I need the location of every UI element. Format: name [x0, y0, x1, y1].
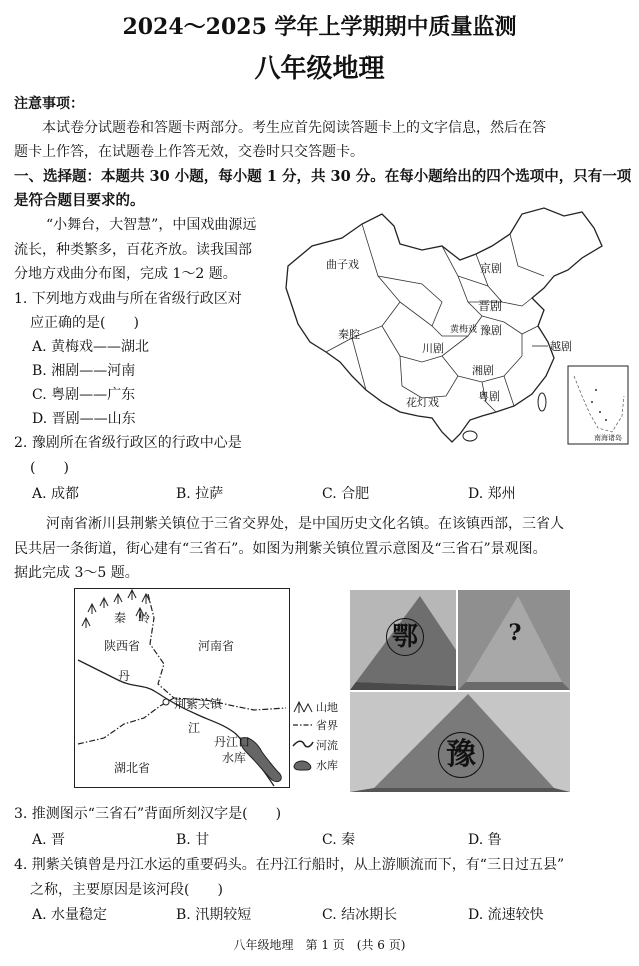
q2-option-a[interactable]: A. 成都: [32, 486, 80, 502]
label-qinqiang: 秦腔: [338, 328, 360, 341]
reservoir-legend-icon: [292, 758, 314, 772]
stone-char-e: 鄂: [386, 618, 424, 656]
q2-stem: 2. 豫剧所在省级行政区的行政中心是: [14, 435, 242, 451]
river-legend-icon: [292, 738, 314, 750]
label-huadengxi: 花灯戏: [406, 396, 439, 409]
label-henan: 河南省: [198, 639, 235, 653]
nanhai-label: 南海诸岛: [594, 434, 622, 442]
legend-reservoir: 水库: [316, 759, 338, 772]
label-chuanju: 川剧: [422, 342, 444, 355]
notice-heading: 注意事项：: [14, 96, 84, 112]
border-legend-icon: [292, 720, 314, 730]
intro2-line-3: 据此完成 3～5 题。: [14, 565, 139, 581]
label-hubei: 湖北省: [114, 761, 151, 775]
label-quzixi: 曲子戏: [326, 258, 359, 271]
section-heading-1: 一、选择题：本题共 30 小题，每小题 1 分，共 30 分。在每小题给出的四个选项中，只有一项: [14, 168, 632, 185]
q4-option-c[interactable]: C. 结冰期长: [322, 907, 398, 923]
label-huangmeixi: 黄梅戏: [450, 325, 478, 335]
label-jiang: 江: [188, 721, 201, 735]
label-reservoir-2: 水库: [222, 751, 247, 765]
label-qinling: 秦 岭: [114, 611, 151, 625]
intro1-line-1: “小舞台，大智慧”，中国戏曲源远: [46, 217, 257, 233]
intro1-line-2: 流长，种类繁多，百花齐放。读我国部: [14, 242, 252, 258]
section-heading-2: 是符合题目要求的。: [14, 192, 145, 209]
page-footer: 八年级地理 第 1 页 (共 6 页): [233, 938, 406, 952]
q3-option-b[interactable]: B. 甘: [176, 832, 210, 848]
exam-title: 2024～2025 学年上学期期中质量监测: [122, 14, 517, 40]
notice-line-1: 本试卷分试题卷和答题卡两部分。考生应首先阅读答题卡上的文字信息，然后在答: [42, 120, 546, 136]
q4-stem-1: 4. 荆紫关镇曾是丹江水运的重要码头。在丹江行船时，从上游顺流而下，有“三日过五县”: [14, 857, 565, 873]
q2-blank: ( ): [30, 460, 69, 476]
q1-option-a[interactable]: A. 黄梅戏——湖北: [32, 339, 150, 355]
intro2-line-2: 民共居一条街道，街心建有“三省石”。如图为荆紫关镇位置示意图及“三省石”景观图。: [14, 541, 547, 557]
subject-title: 八年级地理: [254, 54, 385, 84]
q2-option-d[interactable]: D. 郑州: [468, 486, 516, 502]
q1-option-d[interactable]: D. 晋剧——山东: [32, 411, 136, 427]
label-jingju: 京剧: [480, 262, 502, 275]
q4-option-d[interactable]: D. 流速较快: [468, 907, 544, 923]
intro2-line-1: 河南省淅川县荆紫关镇位于三省交界处，是中国历史文化名镇。在该镇西部，三省人: [46, 516, 564, 532]
label-yueju-zhejiang: 越剧: [550, 340, 572, 353]
stone-char-unknown: ?: [508, 620, 522, 646]
notice-line-2: 题卡上作答，在试题卷上作答无效，交卷时只交答题卡。: [14, 144, 364, 160]
legend-river: 河流: [316, 739, 338, 752]
q4-option-b[interactable]: B. 汛期较短: [176, 907, 252, 923]
china-opera-map: [282, 206, 632, 448]
stone-photo-yu: [350, 692, 570, 792]
label-shaanxi: 陕西省: [104, 639, 141, 653]
label-yuju: 豫剧: [480, 324, 502, 337]
q1-option-b[interactable]: B. 湘剧——河南: [32, 363, 136, 379]
label-jinju: 晋剧: [478, 299, 503, 313]
legend-mountain: 山地: [316, 701, 338, 714]
stone-photo-e: [350, 590, 456, 690]
q2-option-b[interactable]: B. 拉萨: [176, 486, 224, 502]
q3-option-a[interactable]: A. 晋: [32, 832, 66, 848]
stone-char-yu: 豫: [438, 732, 484, 778]
q1-stem-2: 应正确的是( ): [30, 315, 139, 331]
label-yueju-guangdong: 粤剧: [478, 390, 500, 403]
map-legend: [292, 696, 352, 792]
label-xiangju: 湘剧: [472, 364, 494, 377]
mountain-legend-icon: [292, 698, 314, 714]
intro1-line-3: 分地方戏曲分布图，完成 1～2 题。: [14, 266, 237, 282]
jingziguan-location-map: [74, 588, 290, 788]
q4-stem-2: 之称，主要原因是该河段( ): [30, 882, 223, 898]
label-jingziguan: 荆紫关镇: [174, 697, 223, 711]
q1-option-c[interactable]: C. 粤剧——广东: [32, 387, 136, 403]
legend-border: 省界: [316, 719, 338, 732]
label-reservoir-1: 丹江口: [214, 735, 251, 749]
stone-photo-unknown: [458, 590, 570, 690]
q2-option-c[interactable]: C. 合肥: [322, 486, 370, 502]
q3-stem: 3. 推测图示“三省石”背面所刻汉字是( ): [14, 806, 282, 822]
q3-option-d[interactable]: D. 鲁: [468, 832, 502, 848]
q4-option-a[interactable]: A. 水量稳定: [32, 907, 108, 923]
label-dan: 丹: [118, 669, 131, 683]
q1-stem-1: 1. 下列地方戏曲与所在省级行政区对: [14, 291, 242, 307]
q3-option-c[interactable]: C. 秦: [322, 832, 356, 848]
